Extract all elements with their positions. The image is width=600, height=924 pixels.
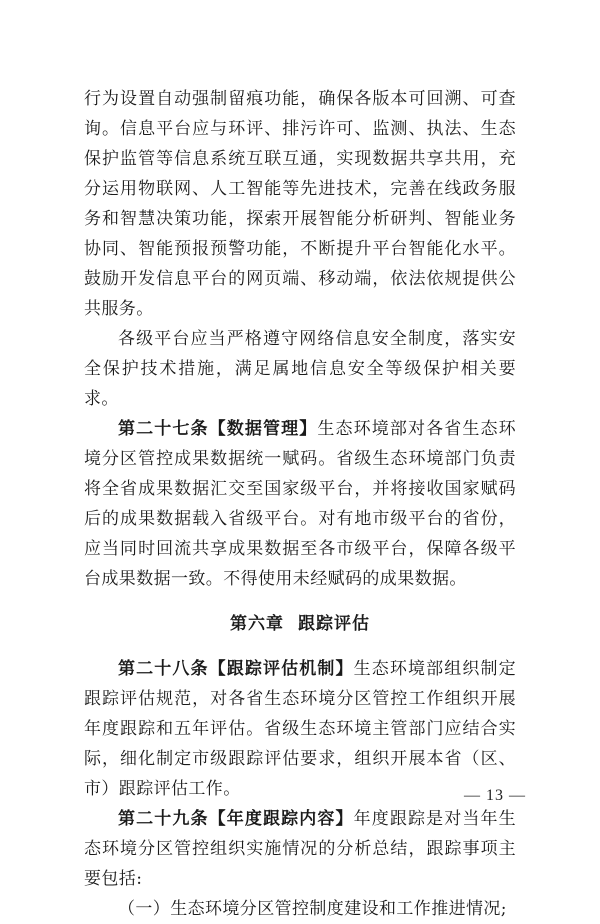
paragraph-platform-functions: 行为设置自动强制留痕功能，确保各版本可回溯、可查询。信息平台应与环评、排污许可、监测、执法、生态保护监管等信息系统互联互通，实现数据共享共用，充分运用物联网、人工智能等先进技术，完善在线政务服务和智慧决策功能，探索开展智能分析研判、智能业务协同、智能预报预警功能，不断提升平台智能化水平。鼓励开发信息平台的网页端、移动端，依法依规提供公共服务。 [84, 89, 516, 319]
chapter-heading [84, 594, 516, 654]
article-28-heading: 第二十八条【跟踪评估机制】 [118, 659, 354, 679]
page-body [84, 84, 516, 924]
article-29 [84, 804, 516, 894]
list-item-1: （一）生态环境分区管控制度建设和工作推进情况; [118, 899, 507, 919]
article-27-body: 生态环境部对各省生态环境分区管控成果数据统一赋码。省级生态环境部门负责将全省成果数据汇交至国家级平台，并将接收国家赋码后的成果数据载入省级平台。对有地市级平台的省份，应当同时回流共享成果数据至各市级平台，保障各级平台成果数据一致。不得使用未经赋码的成果数据。 [84, 419, 516, 589]
article-28-body: 生态环境部组织制定跟踪评估规范，对各省生态环境分区管控工作组织开展年度跟踪和五年评估。省级生态环境主管部门应结合实际，细化制定市级跟踪评估要求，组织开展本省（区、市）跟踪评估工作。 [84, 659, 516, 799]
paragraph-network-security: 各级平台应当严格遵守网络信息安全制度，落实安全保护技术措施，满足属地信息安全等级保护相关要求。 [84, 329, 516, 409]
chapter-number: 第六章 [230, 614, 284, 634]
article-29-body: 年度跟踪是对当年生态环境分区管控组织实施情况的分析总结，跟踪事项主要包括: [84, 809, 516, 889]
article-27 [84, 414, 516, 594]
page-number: — 13 — [464, 787, 526, 804]
article-28 [84, 654, 516, 804]
article-27-heading: 第二十七条【数据管理】 [118, 419, 318, 439]
article-29-heading: 第二十九条【年度跟踪内容】 [118, 809, 354, 829]
chapter-title: 跟踪评估 [298, 614, 370, 634]
